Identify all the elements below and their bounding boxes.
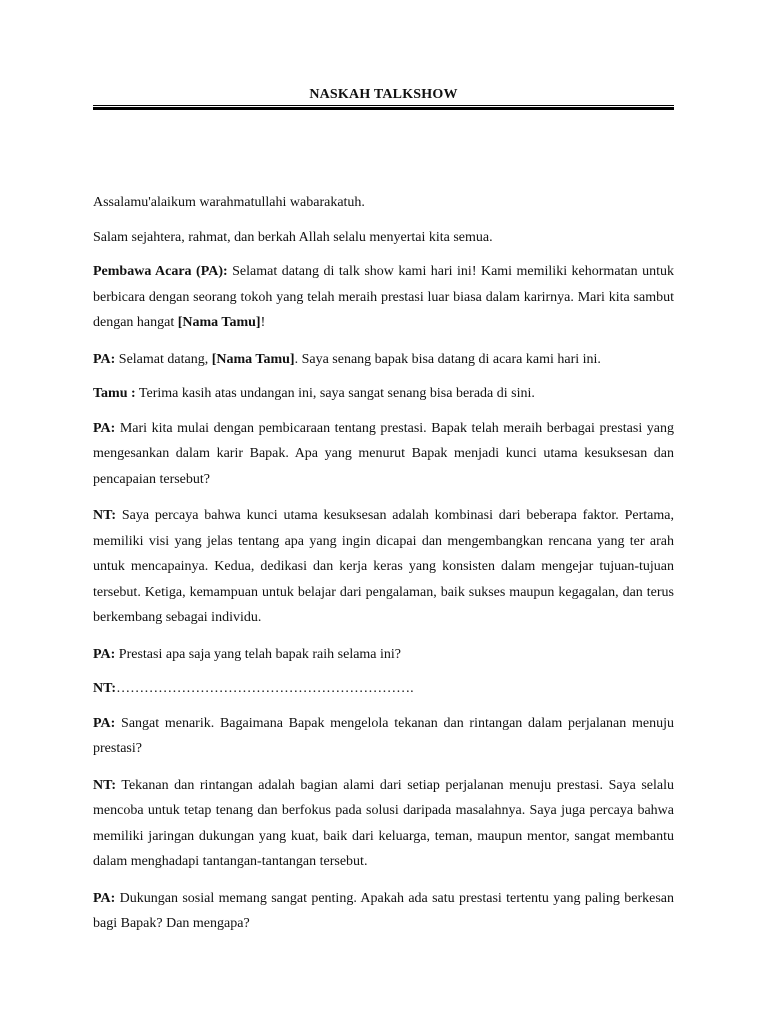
paragraph-host-question-pressure	[93, 711, 674, 762]
speaker-label: PA:	[93, 715, 116, 731]
paragraph-text: Prestasi apa saja yang telah bapak raih selama ini?	[115, 646, 402, 662]
paragraph-guest-answer-key	[93, 503, 674, 631]
greeting-salam: Assalamu'alaikum warahmatullahi wabarakatuh.	[93, 195, 365, 210]
paragraph-text: Tekanan dan rintangan adalah bagian alami dari setiap perjalanan menuju prestasi. Saya selalu mencoba untuk tetap tenang dan berfokus pada solusi daripada masalahnya. Saya juga percaya bahwa memiliki jaringan dukungan yang kuat, baik dari keluarga, teman, maupun mentor, sangat membantu dalam menghadapi tantangan-tantangan tersebut.	[93, 777, 674, 869]
paragraph-guest-answer-pressure	[93, 773, 674, 875]
paragraph-host-welcome	[93, 347, 674, 373]
speaker-label: NT:	[93, 777, 117, 793]
paragraph-text: Dukungan sosial memang sangat penting. Apakah ada satu prestasi tertentu yang paling berkesan bagi Bapak? Dan mengapa?	[93, 890, 674, 931]
paragraph-guest-thanks	[93, 381, 674, 407]
paragraph-text: Mari kita mulai dengan pembicaraan tentang prestasi. Bapak telah meraih berbagai prestasi yang mengesankan dalam karir Bapak. Apa yang menurut Bapak menjadi kunci utama kesuksesan dan pencapaian tersebut?	[93, 420, 674, 487]
paragraph-host-question-memorable	[93, 886, 674, 937]
paragraph-host-question-key	[93, 416, 674, 493]
speaker-label: NT:	[93, 508, 117, 523]
paragraph-text: Selamat datang di talk show kami hari ini! Kami memiliki kehormatan untuk berbicara dengan seorang tokoh yang telah meraih prestasi luar biasa dalam karirnya. Mari kita sambut dengan hangat	[93, 264, 675, 330]
speaker-label: PA:	[93, 646, 116, 662]
speaker-label: NT:	[93, 681, 117, 696]
paragraph-guest-answer-blank	[93, 676, 674, 702]
paragraph-text: Sangat menarik. Bagaimana Bapak mengelola tekanan dan rintangan dalam perjalanan menuju prestasi?	[93, 715, 674, 756]
paragraph-text: . Saya senang bapak bisa datang di acara kami hari ini.	[294, 351, 601, 367]
title-double-rule	[93, 105, 674, 110]
paragraph-text: Terima kasih atas undangan ini, saya sangat senang bisa berada di sini.	[135, 386, 535, 401]
speaker-label: PA:	[93, 420, 116, 436]
paragraph-text: ……………………………………………………….	[116, 681, 414, 696]
speaker-label: Tamu :	[93, 386, 136, 401]
document-body	[93, 190, 674, 948]
paragraph-host-question-achievements	[93, 642, 674, 668]
paragraph-text: !	[260, 315, 266, 330]
document-page	[93, 0, 674, 1024]
speaker-label: PA:	[93, 890, 116, 906]
document-title: NASKAH TALKSHOW	[309, 87, 458, 102]
speaker-label: PA:	[93, 351, 116, 367]
speaker-label: Pembawa Acara (PA):	[93, 264, 228, 279]
paragraph-text: Saya percaya bahwa kunci utama kesuksesan adalah kombinasi dari beberapa faktor. Pertama, memiliki visi yang jelas tentang apa yang ingin dicapai dan mengembangkan rencana yang ter arah untuk mencapainya. Kedua, dedikasi dan kerja keras yang konsisten dalam mengejar tujuan-tujuan tersebut. Ketiga, kemampuan untuk belajar dari pengalaman, baik sukses maupun kegagalan, dan terus berkembang sebagai individu.	[93, 508, 674, 625]
guest-name-placeholder: [Nama Tamu]	[177, 315, 261, 330]
paragraph-text: Selamat datang,	[115, 351, 212, 367]
guest-name-placeholder: [Nama Tamu]	[211, 351, 295, 367]
paragraph-host-opening	[93, 259, 674, 336]
greeting-sejahtera: Salam sejahtera, rahmat, dan berkah Allah selalu menyertai kita semua.	[93, 229, 493, 245]
